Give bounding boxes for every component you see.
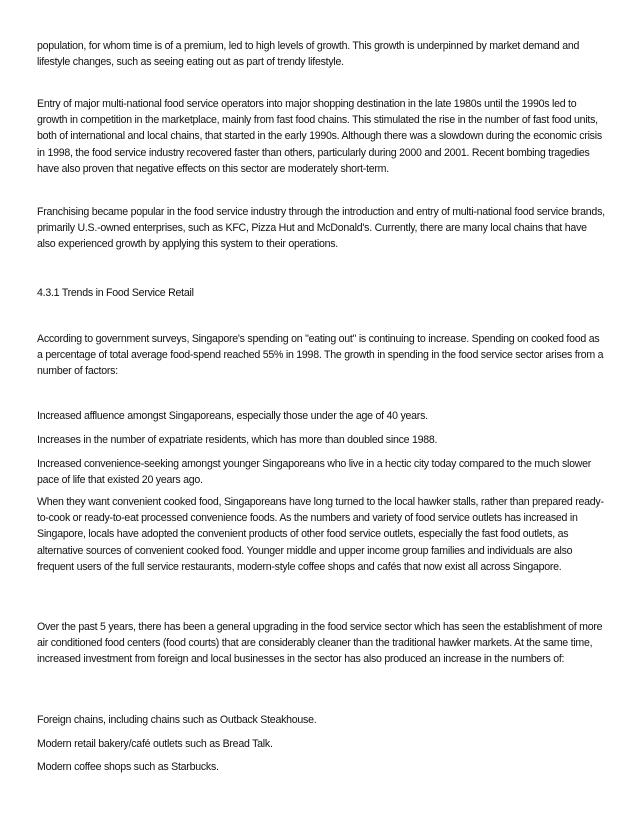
list-item-coffee-shops: Modern coffee shops such as Starbucks. <box>37 761 219 773</box>
list-item-foreign-chains: Foreign chains, including chains such as Outback Steakhouse. <box>37 714 317 726</box>
factor-convenience: Increased convenience-seeking amongst younger Singaporeans who live in a hectic city today compared to the much slower pace of life that existed 20 years ago. <box>37 458 592 487</box>
paragraph-franchising: Franchising became popular in the food service industry through the introduction and entry of multi-national food service brands, primarily U.S.-owned enterprises, such as KFC, Pizza Hut and McDonald's. Currently, there are many local chains that have also experienced growth by applying this system to their operations. <box>37 206 605 251</box>
factor-expatriates: Increases in the number of expatriate residents, which has more than doubled since 1988. <box>37 434 438 446</box>
paragraph-hawker-stalls: When they want convenient cooked food, Singaporeans have long turned to the local hawker stalls, rather than prepared ready-to-cook or ready-to-eat processed convenience foods. As the numbers and variety of food service outlets has increased in Singapore, locals have adopted the convenient products of other food service outlets, especially the fast food outlets, as alternative sources of convenient cooked food. Younger middle and upper income group families and individuals are also frequent users of the full service restaurants, modern-style coffee shops and cafés that now exist all across Singapore. <box>37 496 604 573</box>
list-item-bakery-outlets: Modern retail bakery/café outlets such as Bread Talk. <box>37 738 273 750</box>
paragraph-multinational-entry: Entry of major multi-national food service operators into major shopping destination in the late 1980s until the 1990s led to growth in competition in the marketplace, mainly from fast food chains. This stimulated the rise in the number of fast food units, both of international and local chains, that started in the early 1990s. Although there was a slowdown during the economic crisis in 1998, the food service industry recovered faster than others, particularly during 2000 and 2001. Recent bombing tragedies have also proven that negative effects on this sector are moderately short-term. <box>37 98 602 175</box>
factor-affluence: Increased affluence amongst Singaporeans, especially those under the age of 40 years. <box>37 410 428 422</box>
section-heading-trends: 4.3.1 Trends in Food Service Retail <box>37 287 194 299</box>
paragraph-government-surveys: According to government surveys, Singapore's spending on "eating out" is continuing to increase. Spending on cooked food as a percentage of total average food-spend reached 55% in 1998. The growth in spending in the food service sector arises from a number of factors: <box>37 333 604 378</box>
paragraph-upgrading: Over the past 5 years, there has been a general upgrading in the food service sector which has seen the establishment of more air conditioned food centers (food courts) that are considerably cleaner than the traditional hawker markets. At the same time, increased investment from foreign and local businesses in the sector has also produced an increase in the numbers of: <box>37 621 603 666</box>
paragraph-growth-lifestyle: population, for whom time is of a premium, led to high levels of growth. This growth is underpinned by market demand and lifestyle changes, such as seeing eating out as part of trendy lifestyle. <box>37 40 580 69</box>
